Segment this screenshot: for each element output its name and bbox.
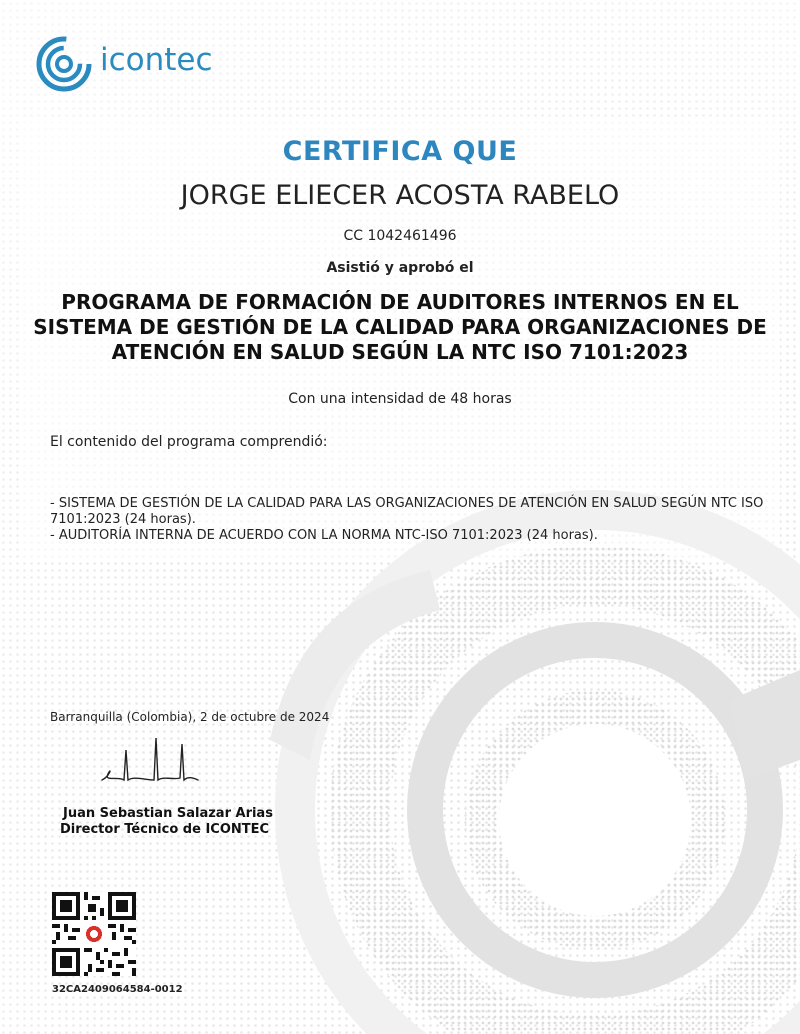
icontec-logo-icon <box>36 36 96 92</box>
certifies-heading: CERTIFICA QUE <box>282 136 518 167</box>
logo-wordmark: icontec <box>100 42 213 78</box>
signatory <box>60 806 273 838</box>
content-item: - SISTEMA DE GESTIÓN DE LA CALIDAD PARA LAS ORGANIZACIONES DE ATENCIÓN EN SALUD SEGÚN NTC ISO 7101:2023 (24 horas). <box>50 496 764 527</box>
attended-label: Asistió y aprobó el <box>326 260 474 276</box>
content-item: - AUDITORÍA INTERNA DE ACUERDO CON LA NORMA NTC-ISO 7101:2023 (24 horas). <box>50 528 598 543</box>
content-list <box>50 496 770 544</box>
intensity-text: Con una intensidad de 48 horas <box>288 391 512 407</box>
program-title-line: PROGRAMA DE FORMACIÓN DE AUDITORES INTERNOS EN EL <box>61 290 739 314</box>
program-title-line: ATENCIÓN EN SALUD SEGÚN LA NTC ISO 7101:2023 <box>111 340 689 364</box>
recipient-id: CC 1042461496 <box>343 228 457 244</box>
recipient-name: JORGE ELIECER ACOSTA RABELO <box>180 180 620 211</box>
signatory-name: Juan Sebastian Salazar Arias <box>63 806 273 821</box>
place-date: Barranquilla (Colombia), 2 de octubre de 2024 <box>50 710 330 724</box>
program-title-line: SISTEMA DE GESTIÓN DE LA CALIDAD PARA ORGANIZACIONES DE <box>33 315 767 339</box>
icontec-logo <box>36 36 236 92</box>
qr-code <box>52 892 136 976</box>
program-title <box>30 290 770 365</box>
verification-code: 32CA2409064584-0012 <box>52 984 183 995</box>
content-intro: El contenido del programa comprendió: <box>50 434 328 450</box>
signature-image <box>88 730 208 810</box>
signatory-title: Director Técnico de ICONTEC <box>60 822 270 837</box>
